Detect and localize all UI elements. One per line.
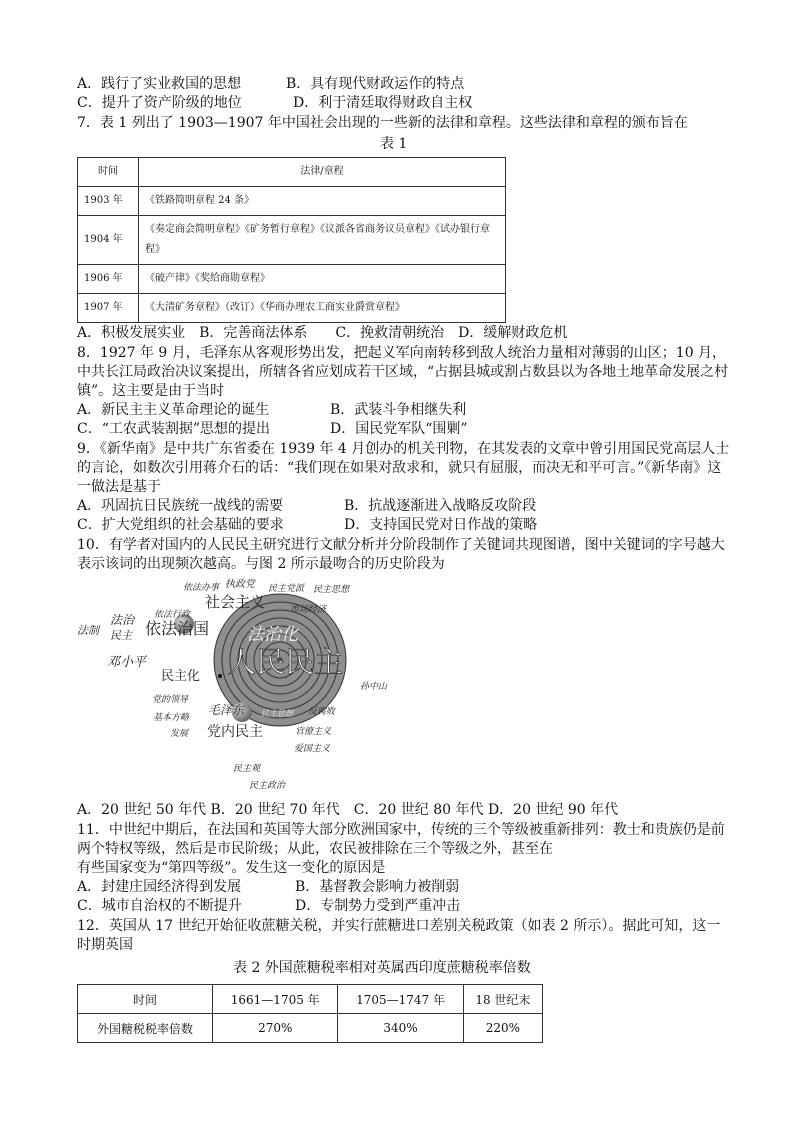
- q9-option-b: B．抗战逐渐进入战略反攻阶段: [344, 498, 537, 514]
- kw-fazhi: 法治: [110, 613, 135, 627]
- table1-header-row: [78, 158, 506, 187]
- kw-fazhan: 发展: [170, 728, 189, 738]
- q8-line1: 8．1927 年 9 月，毛泽东从客观形势出发，把起义军向南转移到敌人统治力量相对薄弱的山区；10 月，: [77, 345, 727, 361]
- kw-zhizhengdang: 执政党: [225, 579, 255, 590]
- q7-options: A．积极发展实业 B．完善商法体系 C．挽救清朝统治 D．缓解财政危机: [77, 325, 568, 341]
- q9-option-c: C．扩大党组织的社会基础的要求: [77, 517, 284, 533]
- q10-line1: 10．有学者对国内的人民民主研究进行文献分析并分阶段制作了关键词共现图谱，图中关键词的字号越大: [77, 537, 725, 553]
- table-row: [78, 1014, 543, 1043]
- kw-dangneiminzhu: 党内民主: [207, 725, 263, 740]
- q6-option-a: A．践行了实业救国的思想: [77, 76, 242, 92]
- table-row: [78, 294, 506, 323]
- q11-line2: 两个特权等级，然后是市民阶级；从此，农民被排除在三个等级之外，甚至在: [77, 841, 553, 857]
- q9-option-a: A．巩固抗日民族统一战线的需要: [77, 498, 284, 514]
- kw-fazhi-legal: 法制: [77, 625, 99, 637]
- kw-minzhuhua: 民主化: [161, 668, 201, 683]
- q8-line2: 中共长江局政治决议案提出，所辖各省应划成若干区域，“占据县城或割占数县以为各地土地革命发展之村: [77, 364, 729, 380]
- table2-header-row: [78, 985, 543, 1014]
- kw-sunzhongshan: 孙中山: [360, 681, 388, 691]
- table2-cell: 340%: [338, 1014, 463, 1043]
- kw-aiguozhuyi: 爱国主义: [294, 743, 331, 753]
- q9-option-d: D．支持国民党对日作战的策略: [344, 517, 538, 533]
- q12-line1: 12．英国从 17 世纪开始征收蔗糖关税，并实行蔗糖进口差别关税政策（如表 2 所示）。据此可知，这一: [77, 918, 721, 934]
- q6-option-d: D．利于清廷取得财政自主权: [293, 95, 473, 111]
- kw-fanfubai: 反腐败: [308, 706, 336, 716]
- q11-line1: 11．中世纪中期后，在法国和英国等大部分欧洲国家中，传统的三个等级被重新排列：教士和贵族仍是前: [77, 822, 725, 838]
- table2-header: 1661—1705 年: [213, 985, 338, 1014]
- kw-shichangjingji: 市场经济: [290, 604, 327, 614]
- kw-minzhuzhengzhi: 民主政治: [249, 780, 286, 790]
- table1-cell: 《铁路简明章程 24 条》: [139, 187, 506, 216]
- table1-title: 表 1: [380, 136, 408, 152]
- q8-option-d: D．国民党军队“围剿”: [330, 421, 468, 437]
- node-dot: [218, 674, 222, 678]
- kw-minzhusixiang-inner: 民主思想: [261, 709, 293, 718]
- q10-options: A．20 世纪 50 年代 B．20 世纪 70 年代 C．20 世纪 80 年代 D．20 世纪 90 年代: [77, 802, 619, 818]
- table2-cell: 外国糖税税率倍数: [78, 1014, 213, 1043]
- table1-cell: 《奏定商会简明章程》《矿务暂行章程》《议派各省商务议员章程》《试办银行章程》: [139, 216, 506, 265]
- kw-dengxiaoping: 邓小平: [107, 654, 147, 669]
- kw-renminminzhu: 人民民主: [227, 647, 344, 679]
- q9-line2: 的言论，如数次引用蒋介石的话：“我们现在如果对敌求和，就只有屈服，而决无和平可言。”《新华南》这: [77, 460, 722, 476]
- q8-option-a: A．新民主主义革命理论的诞生: [77, 402, 270, 418]
- table2: [77, 984, 543, 1043]
- q8-line3: 镇”。这主要是由于当时: [77, 383, 225, 399]
- q11-option-b: B．基督教会影响力被削弱: [295, 879, 460, 895]
- q8-option-b: B．武装斗争相继失利: [330, 402, 467, 418]
- table1-cell: 《破产律》《奖给商勋章程》: [139, 265, 506, 294]
- q8-option-c: C．“工农武装割据”思想的提出: [77, 421, 271, 437]
- table1-cell: 1904 年: [78, 216, 139, 265]
- table1: [77, 157, 506, 323]
- table2-header: 1705—1747 年: [338, 985, 463, 1014]
- q12-line2: 时期英国: [77, 937, 133, 953]
- table1-cell: 1903 年: [78, 187, 139, 216]
- table2-header: 18 世纪末: [463, 985, 542, 1014]
- keyword-cooccurrence-figure: [75, 574, 405, 792]
- q6-option-c: C．提升了资产阶级的地位: [77, 95, 242, 111]
- table1-cell: 《大清矿务章程》（改订）《华商办理农工商实业爵赏章程》: [139, 294, 506, 323]
- q10-line2: 表示该词的出现频次越高。与图 2 所示最吻合的历史阶段为: [77, 556, 445, 572]
- kw-guanliaozhuyi: 官僚主义: [295, 726, 332, 736]
- kw-maozedong: 毛泽东: [208, 703, 245, 717]
- q11-option-d: D．专制势力受到严重冲击: [295, 898, 461, 914]
- kw-minzhuguan: 民主观: [233, 763, 261, 773]
- q9-line1: 9．《新华南》是中共广东省委在 1939 年 4 月创办的机关刊物，在其发表的文章中曾引用国民党高层人士: [77, 441, 730, 457]
- kw-dangdelingdao: 党的领导: [152, 694, 189, 704]
- table-row: [78, 265, 506, 294]
- q11-line3: 有些国家变为“第四等级”。发生这一变化的原因是: [77, 860, 386, 876]
- table2-title: 表 2 外国蔗糖税率相对英属西印度蔗糖税率倍数: [233, 960, 531, 976]
- table1-cell: 1907 年: [78, 294, 139, 323]
- q11-option-a: A．封建庄园经济得到发展: [77, 879, 242, 895]
- kw-shehuizhuyi: 社会主义: [205, 595, 266, 611]
- kw-minzhu: 民主: [110, 630, 132, 642]
- table2-cell: 220%: [463, 1014, 542, 1043]
- table2-header: 时间: [78, 985, 213, 1014]
- kw-jibenfanglue: 基本方略: [153, 712, 190, 722]
- kw-fazhihua: 法治化: [247, 625, 298, 644]
- table2-cell: 270%: [213, 1014, 338, 1043]
- kw-yifazhiguo: 依法治国: [145, 621, 210, 638]
- table1-cell: 1906 年: [78, 265, 139, 294]
- kw-yifabanshi: 依法办事: [183, 582, 220, 592]
- q7-stem: 7．表 1 列出了 1903—1907 年中国社会出现的一些新的法律和章程。这些法律和章程的颁布旨在: [77, 115, 688, 131]
- q9-line3: 一做法是基于: [77, 479, 161, 495]
- kw-minzhusixiang: 民主思想: [313, 584, 350, 594]
- q6-option-b: B．具有现代财政运作的特点: [286, 76, 465, 92]
- kw-minzhudangpai: 民主党派: [268, 583, 305, 593]
- table-row: [78, 216, 506, 265]
- q11-option-c: C．城市自治权的不断提升: [77, 898, 242, 914]
- kw-yifaxingzheng: 依法行政: [154, 609, 191, 619]
- table1-header-time: 时间: [78, 158, 139, 187]
- table1-header-law: 法律/章程: [139, 158, 506, 187]
- table-row: [78, 187, 506, 216]
